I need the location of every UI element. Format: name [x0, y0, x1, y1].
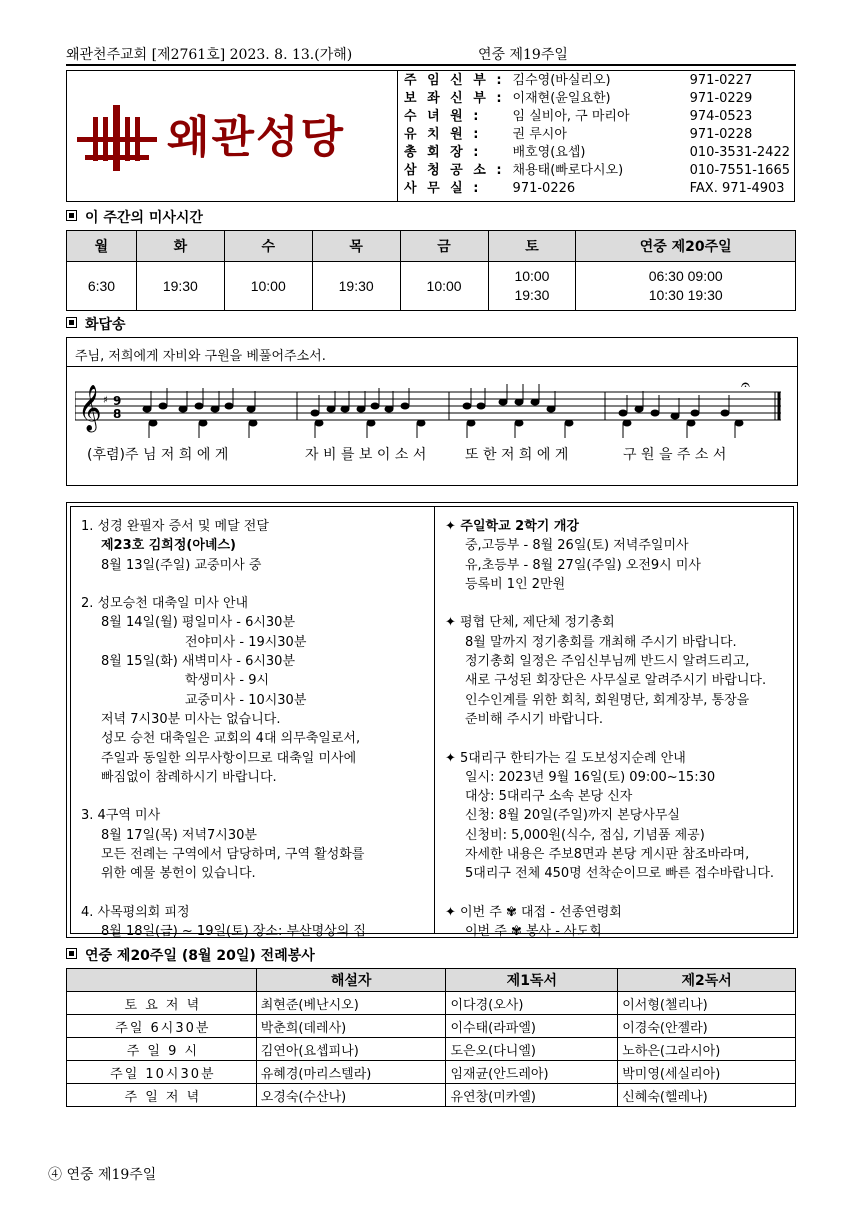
staff-role: 사 무 실 :	[404, 181, 482, 196]
music-note	[341, 406, 350, 413]
announcement-line: 4. 사목평의회 피정	[81, 904, 190, 920]
staff-phone: 971-0227	[689, 73, 753, 88]
staff-phone: FAX. 971-4903	[689, 181, 785, 196]
mass-day-header: 수	[224, 231, 312, 262]
service-section-header: 연중 제20주일 (8월 20일) 전례봉사	[66, 945, 315, 965]
announcement-line: 제23호 김희정(아녜스)	[101, 538, 236, 554]
announcement-line: 8월 말까지 정기총회를 개최해 주시기 바랍니다.	[465, 634, 737, 650]
music-note	[371, 403, 380, 410]
music-note	[619, 410, 628, 417]
mass-day-header: 화	[136, 231, 224, 262]
music-note	[515, 399, 524, 406]
service-person: 이다경(오사)	[446, 992, 618, 1015]
staff-phone: 010-3531-2422	[689, 145, 790, 160]
announcement-line: 등록비 1인 2만원	[465, 576, 566, 592]
music-note	[149, 420, 158, 427]
announcement-line: 전야미사 - 19시30분	[185, 634, 307, 650]
service-slot: 주 일 9 시	[67, 1038, 257, 1061]
music-note	[199, 420, 208, 427]
staff-role: 주 임 신 부 :	[404, 73, 505, 88]
service-person: 신혜숙(헬레나)	[618, 1084, 796, 1107]
music-note	[565, 420, 574, 427]
announcement-line	[445, 594, 774, 613]
staff-table	[400, 72, 794, 198]
service-person: 노하은(그라시아)	[618, 1038, 796, 1061]
announcement-line: 저녁 7시30분 미사는 없습니다.	[101, 711, 281, 727]
music-staff	[75, 378, 789, 440]
sunday-title: 연중 제19주일	[478, 47, 568, 63]
music-note	[721, 410, 730, 417]
music-note	[211, 406, 220, 413]
service-person: 박미영(세실리아)	[618, 1061, 796, 1084]
announcement-line: 정기총회 일정은 주임신부님께 반드시 알려드리고,	[465, 654, 750, 670]
service-slot: 주일 10시30분	[67, 1061, 257, 1084]
divider	[67, 366, 797, 367]
staff-name: 채용태(빠로다시오)	[512, 163, 624, 178]
staff-phone: 971-0228	[689, 127, 753, 142]
mass-time-cell	[136, 262, 224, 311]
announcement-line	[81, 787, 366, 806]
lyric-phrase: 또 한 저 희 에 게	[465, 447, 569, 463]
music-note	[225, 403, 234, 410]
service-slot: 주 일 저 녁	[67, 1084, 257, 1107]
staff-row	[400, 126, 794, 144]
music-note	[385, 406, 394, 413]
announcement-line: 5대리구 전체 450명 선착순이므로 빠른 접수바랍니다.	[465, 866, 775, 882]
staff-row	[400, 162, 794, 180]
lyric-phrase: 구 원 을 주 소 서	[623, 447, 727, 463]
music-note	[401, 403, 410, 410]
announcement-line: 주일과 동일한 의무사항이므로 대축일 미사에	[101, 750, 357, 766]
staff-name: 배호영(요셉)	[512, 145, 586, 160]
announcement-line	[81, 575, 366, 594]
column-divider	[434, 507, 435, 933]
announcement-line: 신청비: 5,000원(식수, 점심, 기념품 제공)	[465, 827, 705, 843]
announcement-line: 이번 주 ✾ 봉사 - 사도회	[465, 924, 602, 940]
announcements-right	[445, 517, 774, 942]
announcement-line: 3. 4구역 미사	[81, 808, 161, 824]
announcement-line: 8월 13일(주일) 교중미사 중	[101, 557, 262, 573]
announcement-line: 준비해 주시기 바랍니다.	[465, 711, 603, 727]
table-row	[67, 992, 796, 1015]
music-note	[635, 406, 644, 413]
mass-time-cell	[312, 262, 400, 311]
service-slot: 토 요 저 녁	[67, 992, 257, 1015]
treble-clef-icon: 𝄞	[78, 385, 102, 431]
mass-time: 06:30 09:00	[648, 268, 723, 284]
music-note	[315, 420, 324, 427]
svg-text:9: 9	[113, 394, 122, 408]
psalm-lyrics	[87, 444, 726, 464]
staff-phone: 010-7551-1665	[689, 163, 790, 178]
announcement-line: 일시: 2023년 9월 16일(토) 09:00~15:30	[465, 769, 716, 785]
announcement-line: 대상: 5대리구 소속 본당 신자	[465, 789, 633, 805]
staff-role: 총 회 장 :	[404, 145, 482, 160]
service-person: 도은오(다니엘)	[446, 1038, 618, 1061]
announcement-line: 모든 전례는 구역에서 담당하며, 구역 활성화를	[101, 847, 365, 863]
staff-name: 이재현(윤일요한)	[512, 91, 611, 106]
staff-row	[400, 144, 794, 162]
announcements-box	[66, 502, 798, 938]
music-note	[467, 420, 476, 427]
svg-text:♯: ♯	[103, 395, 108, 406]
service-person: 박춘희(데레사)	[256, 1015, 446, 1038]
announcement-line: ✦ 이번 주 ✾ 대접 - 선종연령회	[445, 904, 622, 920]
service-person: 임재균(안드레아)	[446, 1061, 618, 1084]
mass-time-cell	[400, 262, 488, 311]
announcements-inner	[70, 506, 794, 940]
page-footer: ④ 연중 제19주일	[48, 1167, 157, 1183]
mass-time: 10:00	[250, 277, 286, 294]
section-square-icon	[66, 210, 77, 221]
announcement-line	[445, 729, 774, 748]
lyric-phrase: 자 비 를 보 이 소 서	[305, 447, 427, 463]
section-square-icon	[66, 317, 77, 328]
mass-table	[66, 230, 796, 311]
announcement-line: 자세한 내용은 주보8면과 본당 게시판 참조바라며,	[465, 847, 750, 863]
music-note	[687, 420, 696, 427]
mass-time-cell	[488, 262, 576, 311]
mass-day-header: 연중 제20주일	[576, 231, 796, 262]
music-note	[357, 406, 366, 413]
announcement-line	[81, 884, 366, 903]
svg-text:8: 8	[113, 407, 122, 421]
music-note	[499, 399, 508, 406]
music-note	[531, 399, 540, 406]
staff-name: 김수영(바실리오)	[512, 73, 611, 88]
section-square-icon	[66, 948, 77, 959]
mass-day-header: 금	[400, 231, 488, 262]
mass-time: 19:30	[514, 287, 550, 303]
service-header: 해설자	[256, 969, 446, 992]
mass-time-cell	[576, 262, 796, 311]
logo-text: 왜관성당	[167, 112, 346, 163]
announcement-line: 인수인계를 위한 회칙, 회원명단, 회계장부, 통장을	[465, 692, 750, 708]
service-person: 이수태(라파엘)	[446, 1015, 618, 1038]
announcement-line: ✦ 평협 단체, 제단체 정기총회	[445, 615, 615, 631]
music-note	[367, 420, 376, 427]
announcement-line: ✦ 주일학교 2학기 개강	[445, 519, 579, 534]
announcement-line: 학생미사 - 9시	[185, 673, 270, 689]
staff-role: 유 치 원 :	[404, 127, 482, 142]
music-note	[735, 420, 744, 427]
staff-phone: 974-0523	[689, 109, 753, 124]
announcement-line: 중,고등부 - 8월 26일(토) 저녁주일미사	[465, 538, 689, 554]
table-row	[67, 1061, 796, 1084]
music-note	[249, 420, 258, 427]
staff-phone: 971-0229	[689, 91, 753, 106]
music-note	[247, 406, 256, 413]
mass-time-cell	[67, 262, 137, 311]
music-note	[417, 420, 426, 427]
mass-time: 6:30	[87, 277, 116, 294]
announcement-line: ✦ 5대리구 한티가는 길 도보성지순례 안내	[445, 750, 686, 766]
announcement-line: 1. 성경 완필자 증서 및 메달 전달	[81, 519, 269, 534]
issue-info: 왜관천주교회 [제2761호] 2023. 8. 13.(가해)	[66, 47, 353, 63]
table-row	[67, 1015, 796, 1038]
music-note	[179, 406, 188, 413]
service-person: 이경숙(안젤라)	[618, 1015, 796, 1038]
mass-time: 19:30	[162, 277, 198, 294]
music-note	[159, 403, 168, 410]
music-note	[195, 403, 204, 410]
announcement-line: 2. 성모승천 대축일 미사 안내	[81, 596, 249, 612]
music-note	[515, 420, 524, 427]
staff-role: 보 좌 신 부 :	[404, 91, 505, 106]
service-header: 제1독서	[446, 969, 618, 992]
service-person: 유연창(미카엘)	[446, 1084, 618, 1107]
lyric-phrase: (후렴)주 님 저 희 에 게	[87, 447, 229, 463]
mass-time: 10:30 19:30	[648, 287, 723, 303]
psalm-section-header: 화답송	[66, 314, 126, 334]
music-note	[463, 403, 472, 410]
announcement-line: 8월 15일(화) 새벽미사 - 6시30분	[101, 654, 296, 670]
staff-row	[400, 72, 794, 90]
table-row	[67, 1038, 796, 1061]
logo-box	[66, 70, 398, 202]
mass-time: 10:00	[426, 277, 462, 294]
music-note	[547, 406, 556, 413]
staff-name: 권 루시아	[512, 127, 567, 142]
music-note	[691, 410, 700, 417]
music-note	[623, 420, 632, 427]
announcement-line: 신청: 8월 20일(주일)까지 본당사무실	[465, 808, 680, 824]
announcement-line: 8월 14일(월) 평일미사 - 6시30분	[101, 615, 296, 631]
announcement-line: 8월 18일(금) ~ 19일(토) 장소: 부산명상의 집	[101, 924, 366, 940]
mass-time: 19:30	[338, 277, 374, 294]
announcement-line: 위한 예물 봉헌이 있습니다.	[101, 866, 256, 882]
service-person: 유혜경(마리스텔라)	[256, 1061, 446, 1084]
mass-day-header: 목	[312, 231, 400, 262]
psalm-box	[66, 337, 798, 486]
announcement-line: 새로 구성된 회장단은 사무실로 알려주시기 바랍니다.	[465, 673, 767, 689]
staff-box	[396, 70, 795, 202]
mass-time-cell	[224, 262, 312, 311]
staff-row	[400, 108, 794, 126]
announcement-line: 8월 17일(목) 저녁7시30분	[101, 827, 257, 843]
mass-day-header: 월	[67, 231, 137, 262]
service-header: 제2독서	[618, 969, 796, 992]
table-row	[67, 1084, 796, 1107]
service-slot: 주일 6시30분	[67, 1015, 257, 1038]
music-note	[143, 406, 152, 413]
staff-name: 임 실비아, 구 마리아	[512, 109, 630, 124]
top-header	[66, 42, 796, 66]
music-note	[477, 403, 486, 410]
psalm-response: 주님, 저희에게 자비와 구원을 베풀어주소서.	[75, 349, 326, 364]
announcement-line: 유,초등부 - 8월 27일(주일) 오전9시 미사	[465, 557, 701, 573]
service-table	[66, 968, 796, 1107]
announcement-line	[445, 884, 774, 903]
music-note	[651, 410, 660, 417]
music-note	[327, 406, 336, 413]
mass-section-header: 이 주간의 미사시간	[66, 207, 203, 227]
mass-day-header: 토	[488, 231, 576, 262]
music-note	[671, 413, 680, 420]
fermata-icon: 𝄐	[741, 378, 750, 394]
service-person: 최현준(베난시오)	[256, 992, 446, 1015]
service-person: 오경숙(수산나)	[256, 1084, 446, 1107]
music-note	[311, 410, 320, 417]
announcement-line: 교중미사 - 10시30분	[185, 692, 307, 708]
service-person: 이서형(첼리나)	[618, 992, 796, 1015]
announcement-line: 빠짐없이 참례하시기 바랍니다.	[101, 769, 277, 785]
logo-mark-icon	[75, 103, 159, 173]
announcement-line: 성모 승천 대축일은 교회의 4대 의무축일로서,	[101, 731, 361, 747]
service-header	[67, 969, 257, 992]
staff-role: 삼 청 공 소 :	[404, 163, 505, 178]
staff-role: 수 녀 원 :	[404, 109, 482, 124]
service-person: 김연아(요셉피나)	[256, 1038, 446, 1061]
staff-row	[400, 180, 794, 198]
staff-row	[400, 90, 794, 108]
announcements-left	[81, 517, 366, 942]
staff-name: 971-0226	[512, 181, 576, 196]
mass-time: 10:00	[514, 268, 550, 284]
